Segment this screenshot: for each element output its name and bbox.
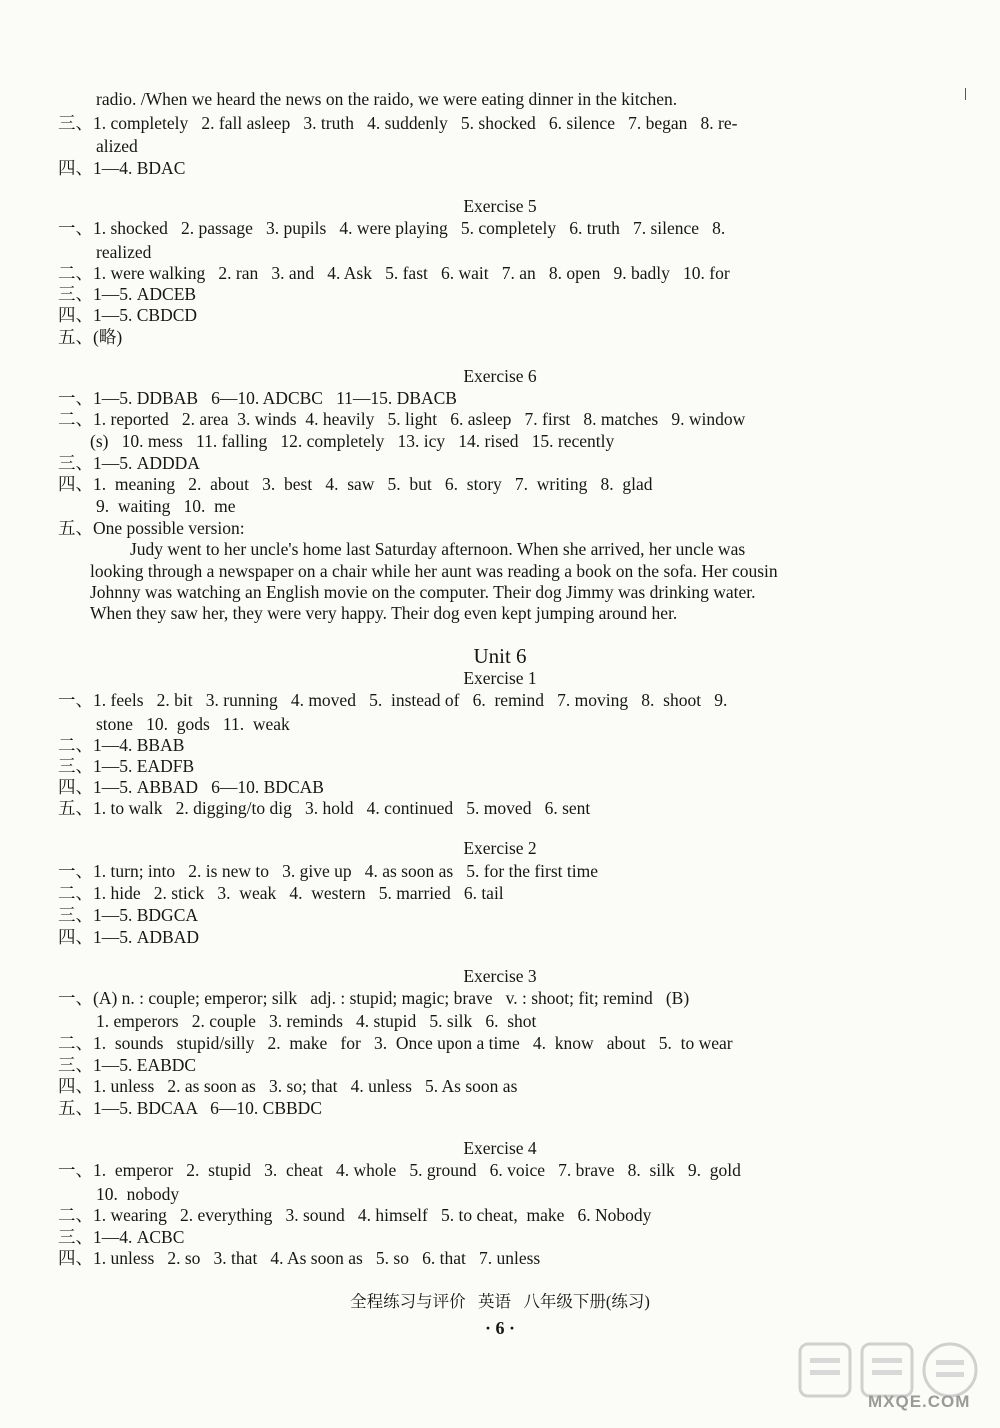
answer-line: 二、1. were walking 2. ran 3. and 4. Ask 5. fast 6. wait 7. an 8. open 9. badly 10. for xyxy=(58,263,730,283)
answer-line: 二、1. sounds stupid/silly 2. make for 3. Once upon a time 4. know about 5. to wear xyxy=(58,1033,733,1053)
page-number: · 6 · xyxy=(484,1318,515,1338)
sample-essay-line: When they saw her, they were very happy. Their dog even kept jumping around her. xyxy=(90,603,678,623)
answer-line: 1. emperors 2. couple 3. reminds 4. stupid 5. silk 6. shot xyxy=(96,1011,537,1031)
answer-line: 四、1. meaning 2. about 3. best 4. saw 5. but 6. story 7. writing 8. glad xyxy=(58,474,653,494)
margin-mark xyxy=(965,88,972,100)
answer-line: 二、1. hide 2. stick 3. weak 4. western 5. married 6. tail xyxy=(58,883,504,903)
answer-line: 三、1. completely 2. fall asleep 3. truth 4. suddenly 5. shocked 6. silence 7. began 8. re- xyxy=(58,113,738,133)
answer-line: 一、1. feels 2. bit 3. running 4. moved 5. instead of 6. remind 7. moving 8. shoot 9. xyxy=(58,690,728,710)
answer-line: 一、1. turn; into 2. is new to 3. give up 4. as soon as 5. for the first time xyxy=(58,861,599,881)
answer-line: 二、1. wearing 2. everything 3. sound 4. himself 5. to cheat, make 6. Nobody xyxy=(58,1205,652,1225)
answer-line: 三、1—5. ADCEB xyxy=(58,284,197,304)
unit-heading: Unit 6 xyxy=(473,644,527,668)
answer-line: realized xyxy=(96,242,152,262)
exercise-heading: Exercise 4 xyxy=(463,1138,537,1158)
answer-line: alized xyxy=(96,136,138,156)
answer-line: 10. nobody xyxy=(96,1184,180,1204)
answer-line: 四、1. unless 2. so 3. that 4. As soon as 5. so 6. that 7. unless xyxy=(58,1248,541,1268)
exercise-heading: Exercise 3 xyxy=(463,966,537,986)
answer-line: 五、1—5. BDCAA 6—10. CBBDC xyxy=(58,1098,322,1118)
answer-line: radio. /When we heard the news on the raido, we were eating dinner in the kitchen. xyxy=(96,89,678,109)
answer-line: 二、1. reported 2. area 3. winds 4. heavily 5. light 6. asleep 7. first 8. matches 9. window xyxy=(58,409,746,429)
exercise-heading: Exercise 6 xyxy=(463,366,537,386)
answer-line: 三、1—5. EABDC xyxy=(58,1055,197,1075)
answer-line: 9. waiting 10. me xyxy=(96,496,236,516)
exercise-heading: Exercise 5 xyxy=(463,196,537,216)
answer-line: 一、1. emperor 2. stupid 3. cheat 4. whole 5. ground 6. voice 7. brave 8. silk 9. gold xyxy=(58,1160,741,1180)
watermark-site-text: MXQE.COM xyxy=(868,1392,971,1411)
answer-line: 四、1—5. ABBAD 6—10. BDCAB xyxy=(58,777,324,797)
answer-line: 四、1. unless 2. as soon as 3. so; that 4. unless 5. As soon as xyxy=(58,1076,518,1096)
answer-line: 三、1—4. ACBC xyxy=(58,1227,185,1247)
answer-line: 一、1—5. DDBAB 6—10. ADCBC 11—15. DBACB xyxy=(58,388,457,408)
answer-line: 一、1. shocked 2. passage 3. pupils 4. were playing 5. completely 6. truth 7. silence 8. xyxy=(58,218,726,238)
sample-essay-line: looking through a newspaper on a chair while her aunt was reading a book on the sofa. Her cousin xyxy=(90,561,778,581)
answer-line: stone 10. gods 11. weak xyxy=(96,714,290,734)
answer-line: 三、1—5. ADDDA xyxy=(58,453,200,473)
answer-line: 五、One possible version: xyxy=(58,518,245,538)
answer-line: 三、1—5. EADFB xyxy=(58,756,195,776)
exercise-heading: Exercise 2 xyxy=(463,838,537,858)
answer-line: 三、1—5. BDGCA xyxy=(58,905,199,925)
answer-line: 四、1—5. CBDCD xyxy=(58,305,198,325)
answer-line: 五、(略) xyxy=(58,327,123,347)
answer-line: 四、1—5. ADBAD xyxy=(58,927,199,947)
sample-essay-line: Judy went to her uncle's home last Saturday afternoon. When she arrived, her uncle was xyxy=(130,539,746,559)
answer-line: 二、1—4. BBAB xyxy=(58,735,185,755)
answer-line: 五、1. to walk 2. digging/to dig 3. hold 4. continued 5. moved 6. sent xyxy=(58,798,591,818)
answer-line: (s) 10. mess 11. falling 12. completely 13. icy 14. rised 15. recently xyxy=(90,431,615,451)
sample-essay-line: Johnny was watching an English movie on the computer. Their dog Jimmy was drinking water. xyxy=(90,582,756,602)
footer-book-title: 全程练习与评价 英语 八年级下册(练习) xyxy=(350,1292,650,1311)
answer-line: 四、1—4. BDAC xyxy=(58,158,186,178)
answer-line: 一、(A) n. : couple; emperor; silk adj. : stupid; magic; brave v. : shoot; fit; remind (B) xyxy=(58,988,690,1008)
exercise-heading: Exercise 1 xyxy=(463,668,537,688)
